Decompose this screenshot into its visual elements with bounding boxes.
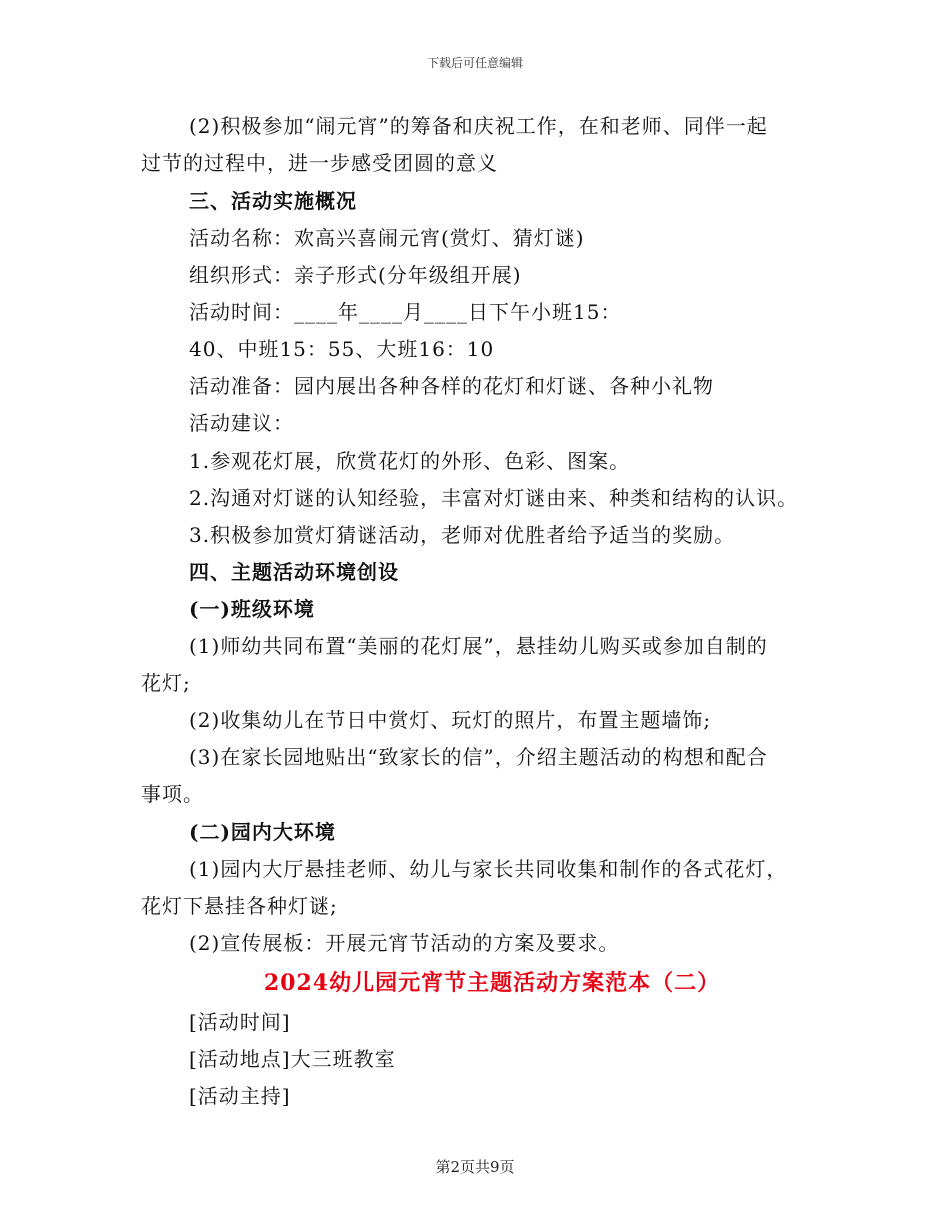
list-item: 3.积极参加赏灯猜谜活动，老师对优胜者给予适当的奖励。 <box>189 523 736 547</box>
paragraph-line: (1)师幼共同布置“美丽的花灯展”，悬挂幼儿购买或参加自制的 <box>189 634 768 658</box>
paragraph-line: 活动时间：____年____月____日下午小班15： <box>189 300 622 324</box>
page-footer: 第2页共9页 <box>435 1158 515 1176</box>
paragraph-line: [活动地点]大三班教室 <box>189 1047 396 1071</box>
paragraph-line: 组织形式：亲子形式(分年级组开展) <box>189 263 522 287</box>
list-item: 1.参观花灯展，欣赏花灯的外形、色彩、图案。 <box>189 449 631 473</box>
paragraph-line: 事项。 <box>141 782 204 806</box>
subsection-heading: (二)园内大环境 <box>189 820 336 844</box>
section-heading: 三、活动实施概况 <box>189 189 357 213</box>
page-header: 下载后可任意编辑 <box>426 56 523 70</box>
paragraph-line: [活动时间] <box>189 1010 291 1034</box>
paragraph-line: (3)在家长园地贴出“致家长的信”，介绍主题活动的构想和配合 <box>189 745 768 769</box>
paragraph-line: 活动名称：欢高兴喜闹元宵(赏灯、猜灯谜) <box>189 226 585 250</box>
paragraph-line: 活动准备：园内展出各种各样的花灯和灯谜、各种小礼物 <box>189 374 714 398</box>
paragraph-line: (2)收集幼儿在节日中赏灯、玩灯的照片，布置主题墙饰; <box>189 708 712 732</box>
paragraph-line: 过节的过程中，进一步感受团圆的意义 <box>141 151 498 175</box>
section-heading: 四、主题活动环境创设 <box>189 560 399 584</box>
subsection-heading: (一)班级环境 <box>189 597 315 621</box>
paragraph-line: 花灯下悬挂各种灯谜; <box>141 894 338 918</box>
list-item: 2.沟通对灯谜的认知经验，丰富对灯谜由来、种类和结构的认识。 <box>189 486 799 510</box>
section-title: 2024幼儿园元宵节主题活动方案范本（二） <box>263 970 721 996</box>
paragraph-line: 花灯; <box>141 671 191 695</box>
paragraph-line: [活动主持] <box>189 1084 291 1108</box>
paragraph-line: 活动建议： <box>189 411 294 435</box>
paragraph-line: (2)宣传展板：开展元宵节活动的方案及要求。 <box>189 931 620 955</box>
paragraph-line: (2)积极参加“闹元宵”的筹备和庆祝工作，在和老师、同伴一起 <box>189 114 768 138</box>
paragraph-line: 40、中班15：55、大班16：10 <box>189 337 495 361</box>
paragraph-line: (1)园内大厅悬挂老师、幼儿与家长共同收集和制作的各式花灯， <box>189 857 788 881</box>
